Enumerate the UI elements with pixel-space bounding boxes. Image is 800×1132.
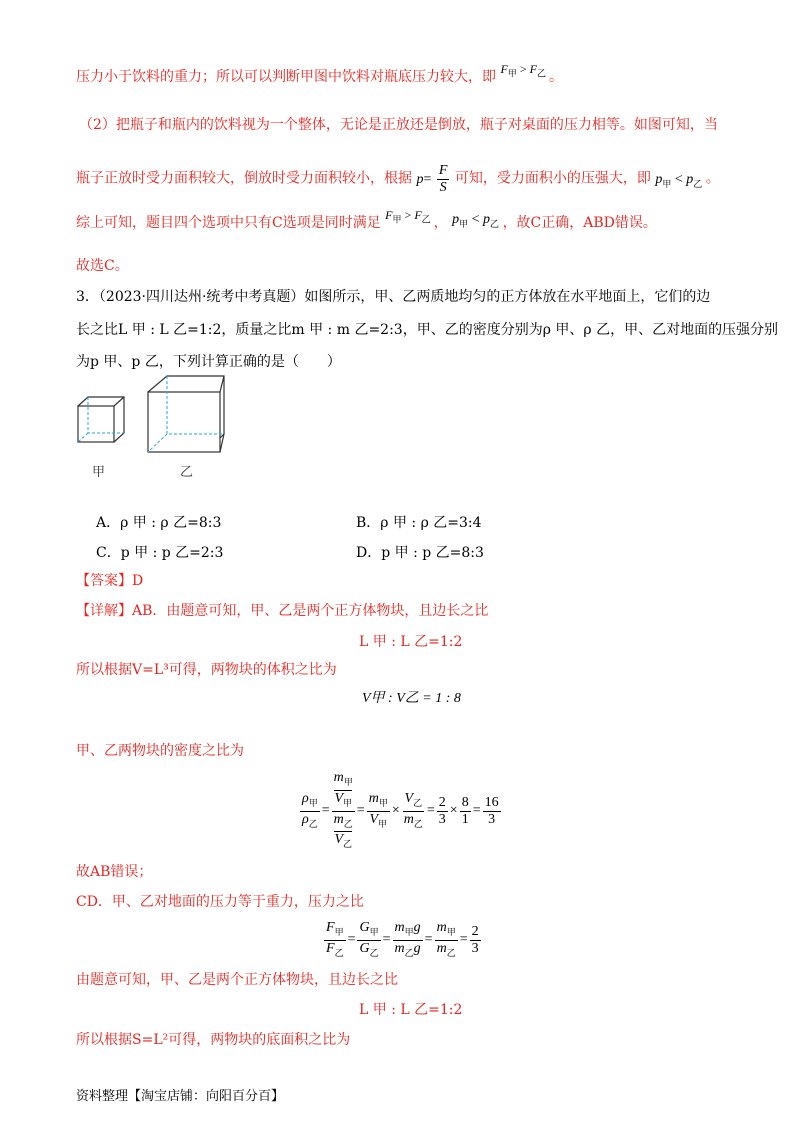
force-inequality: $F_甲 > F_乙$ [500, 62, 546, 79]
detail-line-5: CD．甲、乙对地面的压力等于重力，压力之比 [76, 894, 364, 910]
pressure-formula: p= $\frac{F}{S}$ [416, 163, 448, 195]
solution-text: 压力小于饮料的重力；所以可以判断甲图中饮料对瓶底压力较大，即 [76, 69, 496, 85]
question-line-3: 为p 甲、p 乙，下列计算正确的是（ ） [76, 354, 341, 370]
edge-ratio-eq-2: L 甲 : L 乙=1:2 [359, 1002, 463, 1018]
small-cube [78, 397, 124, 442]
option-c[interactable]: C．p 甲 : p 乙=2:3 [96, 545, 224, 561]
solution-line-1: 压力小于饮料的重力；所以可以判断甲图中饮料对瓶底压力较大，即 $F_甲 > F_乙$ 。 [76, 62, 563, 85]
option-a[interactable]: A．ρ 甲 : ρ 乙=8:3 [96, 515, 222, 531]
detail-line-7: 所以根据S=L²可得，两物块的底面积之比为 [76, 1032, 351, 1048]
density-ratio-eq: $\frac{\rho_甲}{\rho_乙}$ = $m_甲$ $V_甲$ $m_乙$ $V_乙$ = $\frac{m_甲}{V_甲}$ × $\frac{V_乙}{m_乙}$ = $\frac{2}{3}$ × $\frac{8}{1}$ = $\frac{16}{3}$ [298, 770, 503, 852]
question-line-2: 长之比L 甲 : L 乙=1:2，质量之比m 甲 : m 乙=2:3，甲、乙的密度分别为ρ 甲、ρ 乙，甲、乙对地面的压强分别 [76, 322, 779, 338]
force-ratio-eq: $\frac{F_甲}{F_乙}$ = $\frac{G_甲}{G_乙}$ = $\frac{m_甲g}{m_乙g}$ = $\frac{m_甲}{m_乙}$ = $\frac{2}{3}$ [326, 920, 479, 958]
cube-label-yi: 乙 [180, 465, 194, 480]
cubes-figure [72, 372, 242, 487]
solution-line-5: 故选C。 [76, 258, 129, 274]
detail-line-4: 故AB错误； [76, 864, 153, 880]
solution-line-4: 综上可知，题目四个选项中只有C选项是同时满足 $F_甲 > F_乙$ ， $p_甲 < p_乙$ ，故C正确，ABD错误。 [76, 208, 657, 231]
large-cube-hidden-edges [148, 376, 224, 452]
footer-source: 资料整理【淘宝店铺：向阳百分百】 [76, 1089, 285, 1104]
solution-line-3: 瓶子正放时受力面积较大，倒放时受力面积较小，根据 p= $\frac{F}{S}$ 可知，受力面积小的压强大，即 $p_甲 < p_乙$ 。 [76, 163, 720, 195]
option-b[interactable]: B．ρ 甲 : ρ 乙=3:4 [356, 515, 482, 531]
question-line-1: 3．（2023·四川达州·统考中考真题）如图所示，甲、乙两质地均匀的正方体放在水平地面上，它们的边 [76, 289, 711, 305]
detail-line-6: 由题意可知，甲、乙是两个正方体物块，且边长之比 [76, 972, 398, 988]
solution-line-2: （2）把瓶子和瓶内的饮料视为一个整体，无论是正放还是倒放，瓶子对桌面的压力相等。如图可知，当 [79, 117, 718, 133]
answer-line: 【答案】D [76, 573, 144, 589]
option-d[interactable]: D．p 甲 : p 乙=8:3 [356, 545, 484, 561]
detail-line-2: 所以根据V=L³可得，两物块的体积之比为 [76, 662, 337, 678]
volume-ratio-eq: V甲 : V乙 = 1 : 8 [362, 691, 461, 706]
pressure-condition: $p_甲 < p_乙$ [452, 212, 500, 229]
detail-line-1: 【详解】AB．由题意可知，甲、乙是两个正方体物块，且边长之比 [76, 603, 489, 619]
pressure-inequality: $p_甲 < p_乙$ [655, 171, 703, 189]
force-condition: $F_甲 > F_乙$ [385, 208, 431, 225]
edge-ratio-eq-1: L 甲 : L 乙=1:2 [359, 634, 463, 650]
cube-label-jia: 甲 [92, 465, 106, 480]
detail-line-3: 甲、乙两物块的密度之比为 [76, 743, 244, 759]
